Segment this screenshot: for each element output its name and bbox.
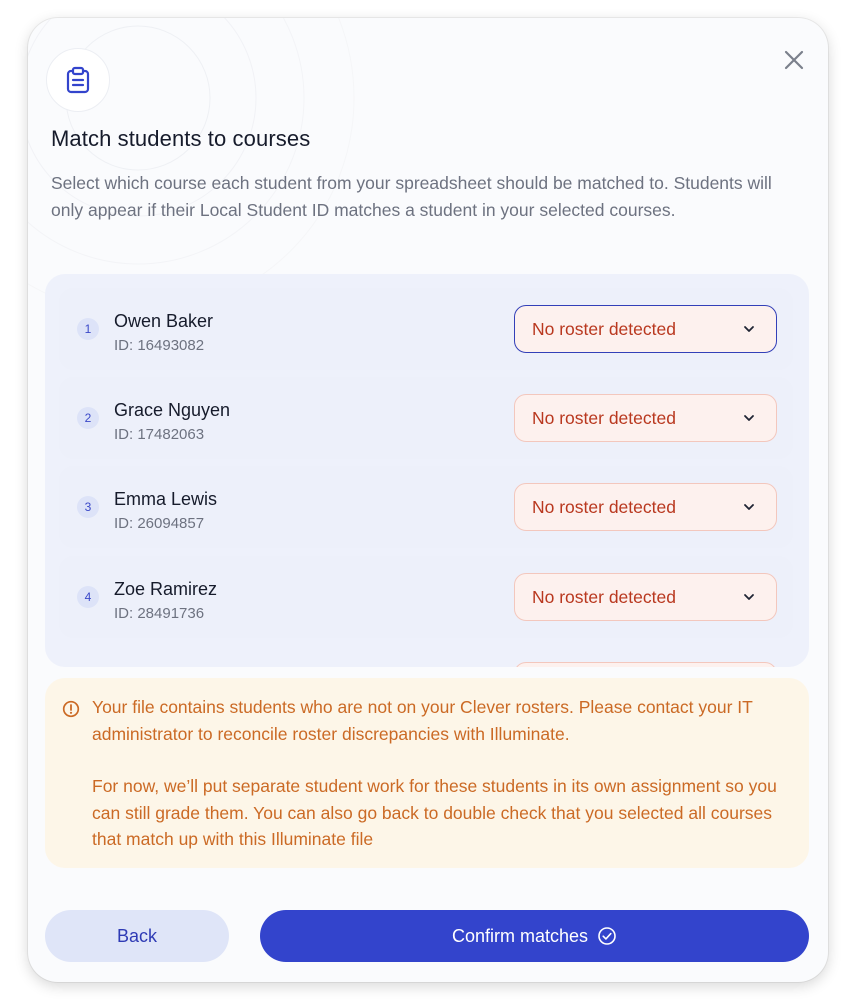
- course-select-value: No roster detected: [532, 496, 676, 517]
- match-students-modal: [28, 18, 828, 982]
- row-number: 2: [77, 407, 99, 429]
- roster-warning: [45, 678, 809, 868]
- back-button[interactable]: Back: [45, 910, 229, 962]
- student-row: [59, 556, 793, 638]
- confirm-matches-button[interactable]: [260, 910, 809, 962]
- course-select[interactable]: [514, 483, 777, 531]
- student-id: ID: 26094857: [114, 515, 205, 532]
- student-id: ID: 17482063: [114, 426, 205, 443]
- clipboard-icon: [46, 48, 110, 112]
- modal-title: Match students to courses: [51, 126, 311, 151]
- check-circle-icon: [597, 926, 617, 946]
- student-name: Emma Lewis: [114, 489, 218, 509]
- student-row: [59, 466, 793, 548]
- modal-description: Select which course each student from your spreadsheet should be matched to. Students will only appear if their Local Student ID matches a student in your selected courses.: [51, 173, 772, 220]
- course-select-value: No roster detected: [532, 586, 676, 607]
- warning-circle-icon: [62, 700, 80, 718]
- chevron-down-icon: [742, 413, 756, 423]
- course-select[interactable]: [514, 394, 777, 442]
- chevron-down-icon: [742, 592, 756, 602]
- row-number: 4: [77, 586, 99, 608]
- student-id: ID: 16493082: [114, 337, 205, 354]
- student-name: Zoe Ramirez: [114, 579, 218, 599]
- student-id: ID: 28491736: [114, 605, 205, 622]
- student-name: Owen Baker: [114, 311, 214, 331]
- student-row: [59, 377, 793, 459]
- chevron-down-icon: [742, 324, 756, 334]
- close-icon: [784, 50, 804, 70]
- course-select[interactable]: [514, 305, 777, 353]
- student-name: Grace Nguyen: [114, 400, 231, 420]
- close-button[interactable]: [778, 44, 810, 76]
- warning-paragraph-1: Your file contains students who are not on your Clever rosters. Please contact your IT administrator to reconcile roster discrepancies with Illuminate.: [92, 697, 753, 744]
- chevron-down-icon: [742, 502, 756, 512]
- warning-paragraph-2: For now, we’ll put separate student work for these students in its own assignment so you can still grade them. You can also go back to double check that you selected all courses that match up with this Illuminate file: [92, 776, 777, 849]
- student-list[interactable]: [45, 274, 809, 667]
- row-number: 1: [77, 318, 99, 340]
- row-number: 3: [77, 496, 99, 518]
- course-select-value: No roster detected: [532, 407, 676, 428]
- course-select-value: No roster detected: [532, 318, 676, 339]
- course-select[interactable]: [514, 573, 777, 621]
- student-row: [59, 288, 793, 370]
- confirm-matches-label: Confirm matches: [451, 925, 589, 946]
- course-select-partial[interactable]: [514, 662, 777, 667]
